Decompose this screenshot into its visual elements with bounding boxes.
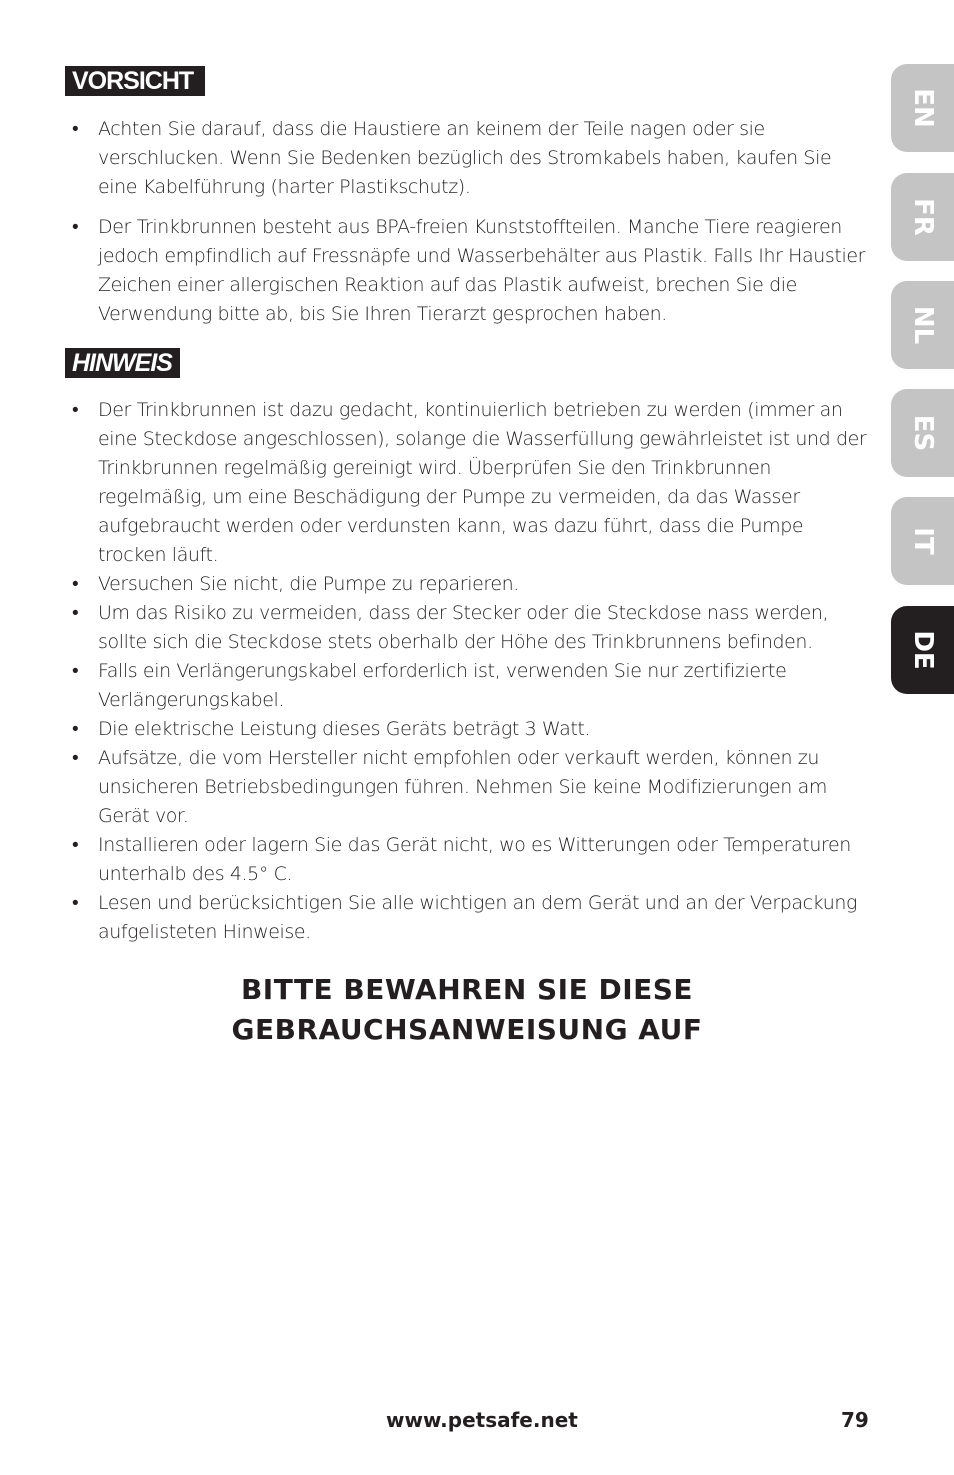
closing-title (0, 970, 934, 1050)
tab-fr[interactable] (891, 173, 954, 261)
bullet-icon: • (72, 747, 79, 769)
note-label: HINWEIS (65, 348, 180, 378)
list-item (72, 657, 872, 715)
list-item (72, 213, 872, 329)
bullet-icon: • (72, 834, 79, 856)
tab-de-label: DE (907, 630, 938, 670)
list-item (72, 570, 872, 599)
tab-it[interactable] (891, 497, 954, 585)
bullet-icon: • (72, 660, 79, 682)
list-item (72, 115, 872, 202)
list-item (72, 744, 872, 831)
note-list (72, 396, 872, 947)
list-item-text: Um das Risiko zu vermeiden, dass der Stecker oder die Steckdose nass werden, sollte sich die Steckdose stets oberhalb der Höhe des Trinkbrunnens befinden. (98, 602, 829, 653)
list-item-text: Lesen und berücksichtigen Sie alle wichtigen an dem Gerät und an der Verpackung aufgelisteten Hinweise. (98, 892, 857, 943)
list-item (72, 396, 872, 570)
tab-en[interactable] (891, 64, 954, 152)
bullet-icon: • (72, 118, 79, 140)
bullet-icon: • (72, 399, 79, 421)
list-item-text: Achten Sie darauf, dass die Haustiere an keinem der Teile nagen oder sie verschlucken. Wenn Sie Bedenken bezüglich des Stromkabels haben, kaufen Sie eine Kabelführung (harter Plastikschutz). (98, 118, 832, 198)
list-item (72, 599, 872, 657)
bullet-icon: • (72, 718, 79, 740)
bullet-icon: • (72, 892, 79, 914)
list-item-text: Falls ein Verlängerungskabel erforderlich ist, verwenden Sie nur zertifizierte Verlängerungskabel. (98, 660, 787, 711)
page-number: 79 (841, 1408, 869, 1432)
tab-en-label: EN (907, 88, 938, 128)
list-item-text: Der Trinkbrunnen besteht aus BPA-freien Kunststoffteilen. Manche Tiere reagieren jedoch empfindlich auf Fressnäpfe und Wasserbehälter aus Plastik. Falls Ihr Haustier Zeichen einer allergischen Reaktion auf das Plastik aufweist, brechen Sie die Verwendung bitte ab, bis Sie Ihren Tierarzt gesprochen haben. (98, 216, 866, 325)
bullet-icon: • (72, 573, 79, 595)
footer-url[interactable]: www.petsafe.net (386, 1408, 578, 1432)
tab-es-label: ES (907, 414, 938, 452)
list-item-text: Der Trinkbrunnen ist dazu gedacht, kontinuierlich betrieben zu werden (immer an eine Steckdose angeschlossen), solange die Wasserfüllung gewährleistet ist und der Trinkbrunnen regelmäßig gereinigt wird. Überprüfen Sie den Trinkbrunnen regelmäßig, um eine Beschädigung der Pumpe zu vermeiden, da das Wasser aufgebraucht werden oder verdunsten kann, was dazu führt, dass die Pumpe trocken läuft. (98, 399, 867, 566)
list-item (72, 889, 872, 947)
tab-fr-label: FR (907, 198, 938, 236)
tab-nl[interactable] (891, 281, 954, 369)
list-item-text: Aufsätze, die vom Hersteller nicht empfohlen oder verkauft werden, können zu unsicheren Betriebsbedingungen führen. Nehmen Sie keine Modifizierungen am Gerät vor. (98, 747, 827, 827)
closing-title-line-1: BITTE BEWAHREN SIE DIESE (240, 973, 694, 1006)
list-item-text: Die elektrische Leistung dieses Geräts beträgt 3 Watt. (98, 718, 591, 740)
list-item-text: Versuchen Sie nicht, die Pumpe zu reparieren. (98, 573, 519, 595)
bullet-icon: • (72, 216, 79, 238)
list-item-text: Installieren oder lagern Sie das Gerät nicht, wo es Witterungen oder Temperaturen unterhalb des 4.5° C. (98, 834, 851, 885)
list-item (72, 715, 872, 744)
tab-de[interactable] (891, 606, 954, 694)
closing-title-line-2: GEBRAUCHSANWEISUNG AUF (231, 1013, 703, 1046)
caution-label: VORSICHT (65, 66, 205, 96)
tab-nl-label: NL (907, 305, 938, 345)
caution-list (72, 115, 872, 340)
tab-it-label: IT (907, 527, 938, 555)
tab-es[interactable] (891, 389, 954, 477)
list-item (72, 831, 872, 889)
bullet-icon: • (72, 602, 79, 624)
